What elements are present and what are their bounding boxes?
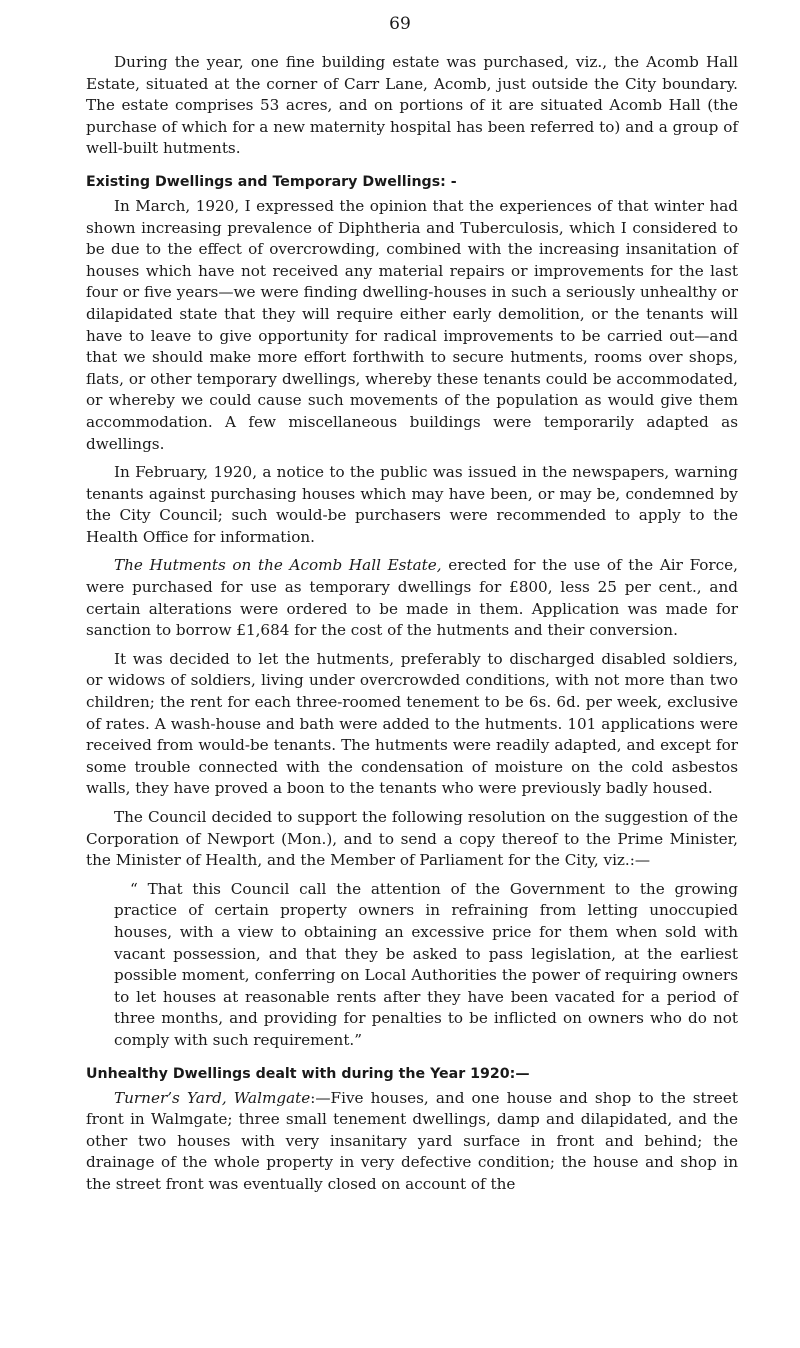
- turners-yard-text: :—Five houses, and one house and shop to the street front in Walmgate; three small tenement dwellings, damp and dilapidated, and the other two houses with very insanitary yard surface in front and behind; the drainage of the whole property in very defective condition; the house and shop in the street front was eventually closed on account of the: [86, 1088, 738, 1193]
- paragraph-acomb-estate: During the year, one fine building estate was purchased, viz., the Acomb Hall Estate, situated at the corner of Carr Lane, Acomb, just outside the City boundary. The estate comprises 53 acres, and on portions of it are situated Acomb Hall (the purchase of which for a new maternity hospital has been referred to) and a group of well-built hutments.: [86, 53, 738, 158]
- hutments-lead: The Hutments on the Acomb Hall Estate,: [114, 556, 442, 575]
- turners-yard-lead: Turner’s Yard, Walmgate: [114, 1088, 311, 1107]
- paragraph-council-resolution-intro: The Council decided to support the following resolution on the suggestion of the Corporation of Newport (Mon.), and to send a copy thereof to the Prime Minister, the Minister of Health, and the Member of Parliament for the City, viz.:—: [86, 808, 738, 870]
- paragraph-letting-hutments: It was decided to let the hutments, preferably to discharged disabled soldiers, or widows of soldiers, living under overcrowded conditions, with not more than two children; the rent for each three-roomed tenement to be 6s. 6d. per week, exclusive of rates. A wash-house and bath were added to the hutments. 101 applications were received from would-be tenants. The hutments were readily adapted, and except for some trouble connected with the condensation of moisture on the cold asbestos walls, they have proved a boon to the tenants who were previously badly housed.: [86, 649, 738, 798]
- heading-unhealthy-dwellings: Unhealthy Dwellings dealt with during the Year 1920:—: [86, 1065, 530, 1082]
- paragraph-february-notice: In February, 1920, a notice to the public was issued in the newspapers, warning tenants against purchasing houses which may have been, or may be, condemned by the City Council; such would-be purchasers were recommended to apply to the Health Office for information.: [86, 463, 738, 546]
- paragraph-turners-yard: [86, 1088, 738, 1196]
- paragraph-resolution-quote: “ That this Council call the attention of the Government to the growing practice of certain property owners in refraining from letting unoccupied houses, with a view to obtaining an excessive price for them when sold with vacant possession, and that they be asked to pass legislation, at the earliest possible moment, conferring on Local Authorities the power of requiring owners to let houses at reasonable rents after they have been vacated for a period of three months, and providing for penalties to be inflicted on owners who do not comply with such requirement.”: [114, 879, 738, 1049]
- page-number: 69: [389, 14, 411, 34]
- paragraph-hutments: [86, 555, 738, 641]
- hutments-text: erected for the use of the Air Force, were purchased for use as temporary dwellings for £800, less 25 per cent., and certain alterations were ordered to be made in them. Application was made for sanction to borrow £1,684 for the cost of the hutments and their conversion.: [86, 556, 738, 640]
- heading-existing-dwellings: Existing Dwellings and Temporary Dwellings: -: [86, 173, 457, 190]
- paragraph-march-1920: In March, 1920, I expressed the opinion that the experiences of that winter had shown increasing prevalence of Diphtheria and Tuberculosis, which I considered to be due to the effect of overcrowding, combined with the increasing insanitation of houses which have not received any material repairs or improvements for the last four or five years—we were finding dwelling-houses in such a seriously unhealthy or dilapidated state that they will require either early demolition, or the tenants will have to leave to give opportunity for radical improvements to be carried out—and that we should make more effort forthwith to secure hutments, rooms over shops, flats, or other temporary dwellings, whereby these tenants could be accommodated, or whereby we could cause such movements of the population as would give them accommodation. A few miscellaneous buildings were temporarily adapted as dwellings.: [86, 196, 738, 453]
